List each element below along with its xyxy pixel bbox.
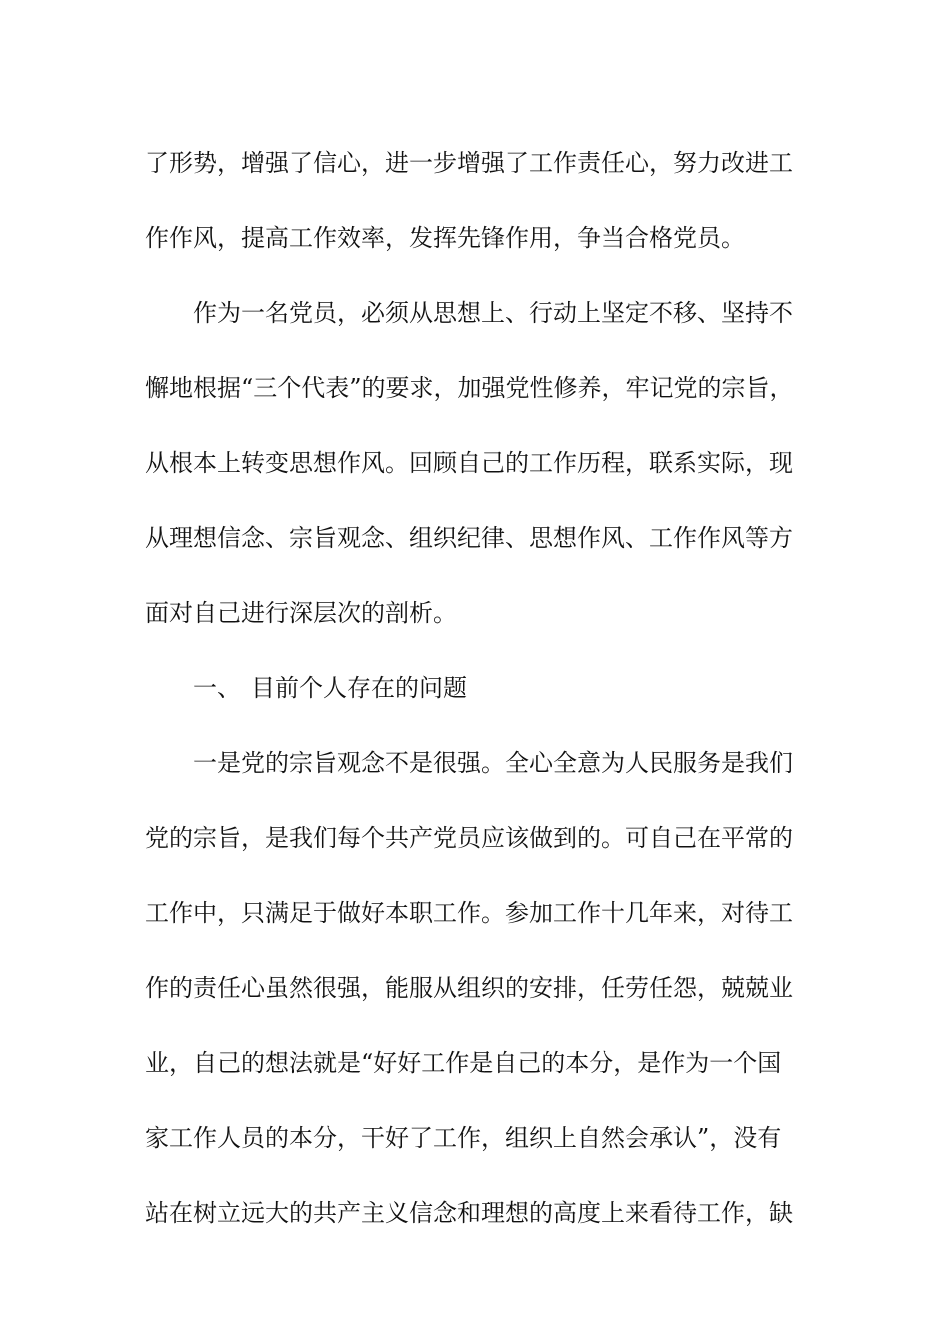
text-line: 从根本上转变思想作风。回顾自己的工作历程，联系实际，现 xyxy=(145,449,793,477)
paragraph-start-line: 一是党的宗旨观念不是很强。全心全意为人民服务是我们 xyxy=(193,749,793,777)
document-body xyxy=(145,126,810,1251)
text-line: 业，自己的想法就是“好好工作是自己的本分，是作为一个国 xyxy=(145,1049,782,1077)
text-line: 懈地根据“三个代表”的要求，加强党性修养，牢记党的宗旨， xyxy=(145,374,794,402)
paragraph-start-line: 作为一名党员，必须从思想上、行动上坚定不移、坚持不 xyxy=(193,299,793,327)
text-line: 工作中，只满足于做好本职工作。参加工作十几年来，对待工 xyxy=(145,899,793,927)
section-heading-title: 目前个人存在的问题 xyxy=(251,674,467,702)
section-heading xyxy=(145,651,810,726)
text-line: 面对自己进行深层次的剖析。 xyxy=(145,599,457,627)
text-line: 从理想信念、宗旨观念、组织纪律、思想作风、工作作风等方 xyxy=(145,524,793,552)
text-line: 作的责任心虽然很强，能服从组织的安排，任劳任怨，兢兢业 xyxy=(145,974,793,1002)
text-line: 家工作人员的本分，干好了工作，组织上自然会承认”，没有 xyxy=(145,1124,782,1152)
text-line: 了形势，增强了信心，进一步增强了工作责任心，努力改进工 xyxy=(145,149,793,177)
section-heading-number: 一、 xyxy=(193,674,241,702)
text-line: 站在树立远大的共产主义信念和理想的高度上来看待工作，缺 xyxy=(145,1199,793,1227)
text-line: 作作风，提高工作效率，发挥先锋作用，争当合格党员。 xyxy=(145,224,745,252)
text-line: 党的宗旨，是我们每个共产党员应该做到的。可自己在平常的 xyxy=(145,824,793,852)
